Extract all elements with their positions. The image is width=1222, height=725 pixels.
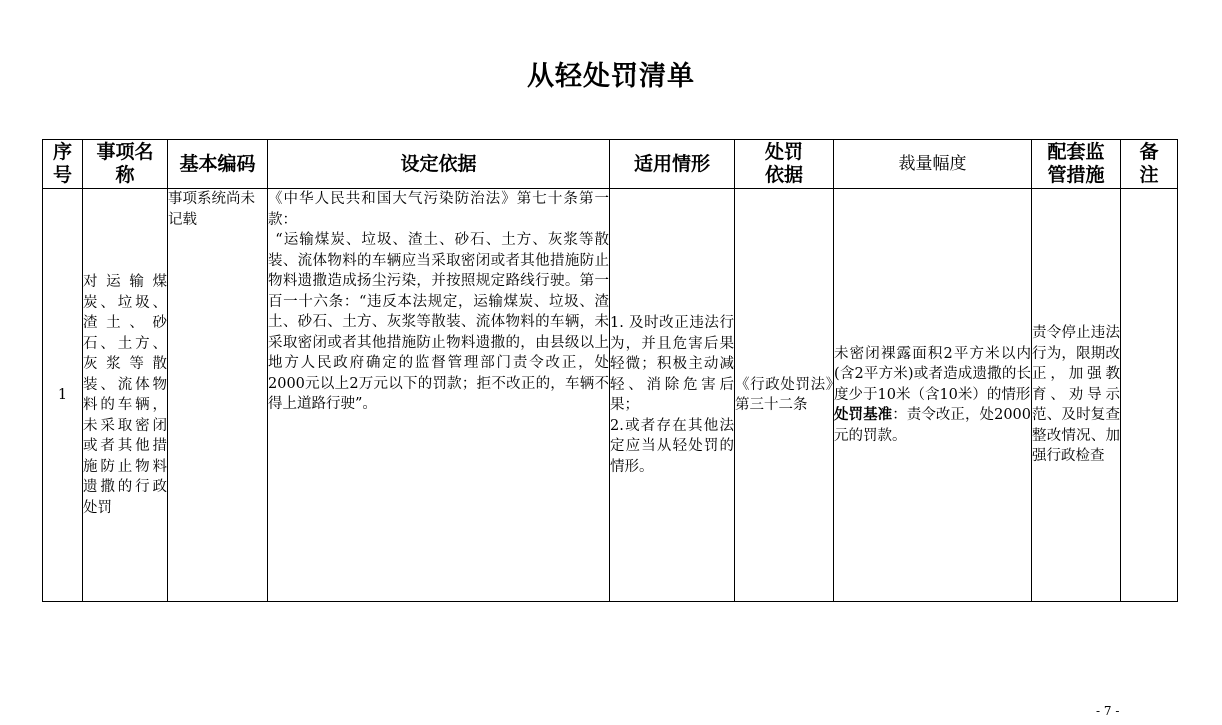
table-row (43, 189, 1178, 602)
cell-name: 对运输煤炭、垃圾、渣土、砂石、土方、灰浆等散装、流体物料的车辆，未采取密闭或者其他措施防止物料遗撒的行政处罚 (83, 189, 168, 602)
cell-seq: 1 (43, 189, 83, 602)
cell-range (834, 189, 1032, 602)
header-remarks: 备注 (1121, 140, 1178, 189)
condition-item-2: 2.或者存在其他法定应当从轻处罚的情形。 (610, 417, 734, 475)
page-title: 从轻处罚清单 (527, 61, 695, 92)
cell-basis (268, 189, 610, 602)
header-seq: 序号 (43, 140, 83, 189)
header-name: 事项名称 (83, 140, 168, 189)
header-range: 裁量幅度 (834, 140, 1032, 189)
table-header-row (43, 140, 1178, 189)
range-standard-label: 处罚基准 (834, 406, 893, 424)
header-basis: 设定依据 (268, 140, 610, 189)
range-standard (834, 405, 1031, 446)
header-code: 基本编码 (168, 140, 268, 189)
penalty-table (42, 139, 1178, 602)
range-standard-text: ：责令改正，处2000元的罚款。 (834, 407, 1031, 444)
cell-penalty-basis: 《行政处罚法》第三十二条 (735, 189, 834, 602)
cell-remarks (1121, 189, 1178, 602)
range-text: 未密闭裸露面积2平方米以内(含2平方米)或者造成遗撒的长度少于10米（含10米）的情形 (834, 345, 1031, 403)
basis-paragraph-1: 《中华人民共和国大气污染防治法》第七十条第一款： (268, 191, 609, 228)
header-condition: 适用情形 (610, 140, 735, 189)
cell-measures: 责令停止违法行为，限期改正，加强教育、劝导示范、及时复查整改情况、加强行政检查 (1032, 189, 1121, 602)
header-measures: 配套监管措施 (1032, 140, 1121, 189)
cell-code: 事项系统尚未记载 (168, 189, 268, 602)
basis-paragraph-2: “运输煤炭、垃圾、渣土、砂石、土方、灰浆等散装、流体物料的车辆应当采取密闭或者其他措施防止物料遗撒造成扬尘污染，并按照规定路线行驶。第一百一十六条：“违反本法规定，运输煤炭、垃圾、渣土、砂石、土方、灰浆等散装、流体物料的车辆，未采取密闭或者其他措施防止物料遗撒的，由县级以上地方人民政府确定的监督管理部门责令改正，处2000元以上2万元以下的罚款；拒不改正的，车辆不得上道路行驶”。 (268, 232, 609, 412)
condition-item-1: 1. 及时改正违法行为，并且危害后果轻微；积极主动减轻、消除危害后果； (610, 315, 734, 413)
header-penalty-basis: 处罚依据 (735, 140, 834, 189)
page-number: - 7 - (1096, 704, 1120, 718)
cell-condition (610, 189, 735, 602)
